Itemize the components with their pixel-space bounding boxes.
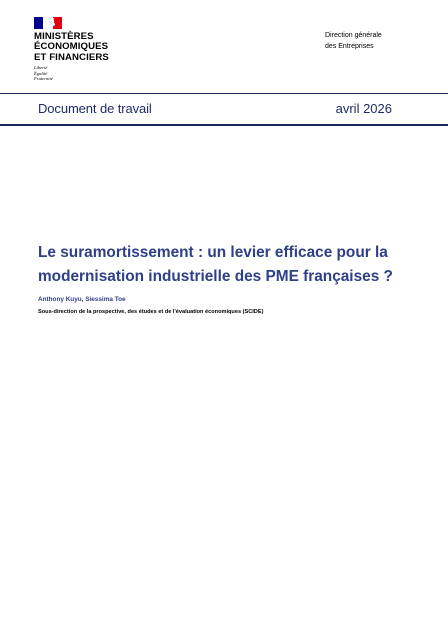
motto-line: Égalité	[34, 70, 48, 76]
authors: Anthony Kuyu, Siessima Toe	[38, 296, 126, 303]
banner-bottom-rule	[0, 124, 448, 126]
motto-line: Fraternité	[34, 76, 53, 82]
direction-label	[325, 30, 382, 52]
motto-line: Liberté	[34, 65, 48, 70]
french-flag-icon	[34, 17, 62, 29]
ministry-line: ET FINANCIERS	[34, 51, 109, 63]
document-date: avril 2026	[335, 101, 392, 116]
direction-line: Direction générale	[325, 32, 382, 39]
title-line: Le suramortissement : un levier efficace pour la	[38, 244, 388, 261]
direction-line: des Entreprises	[325, 43, 374, 50]
document-title	[38, 241, 413, 288]
marianne-icon	[43, 17, 62, 29]
ministry-line: MINISTÈRES	[34, 31, 94, 42]
banner-top-rule	[0, 93, 448, 94]
document-type: Document de travail	[38, 101, 152, 116]
affiliation: Sous-direction de la prospective, des études et de l'évaluation économiques (SCIDE)	[38, 309, 264, 315]
republic-motto	[34, 65, 53, 82]
ministry-name	[34, 32, 109, 63]
title-line: modernisation industrielle des PME françaises ?	[38, 267, 393, 285]
ministry-line: ÉCONOMIQUES	[34, 41, 109, 53]
